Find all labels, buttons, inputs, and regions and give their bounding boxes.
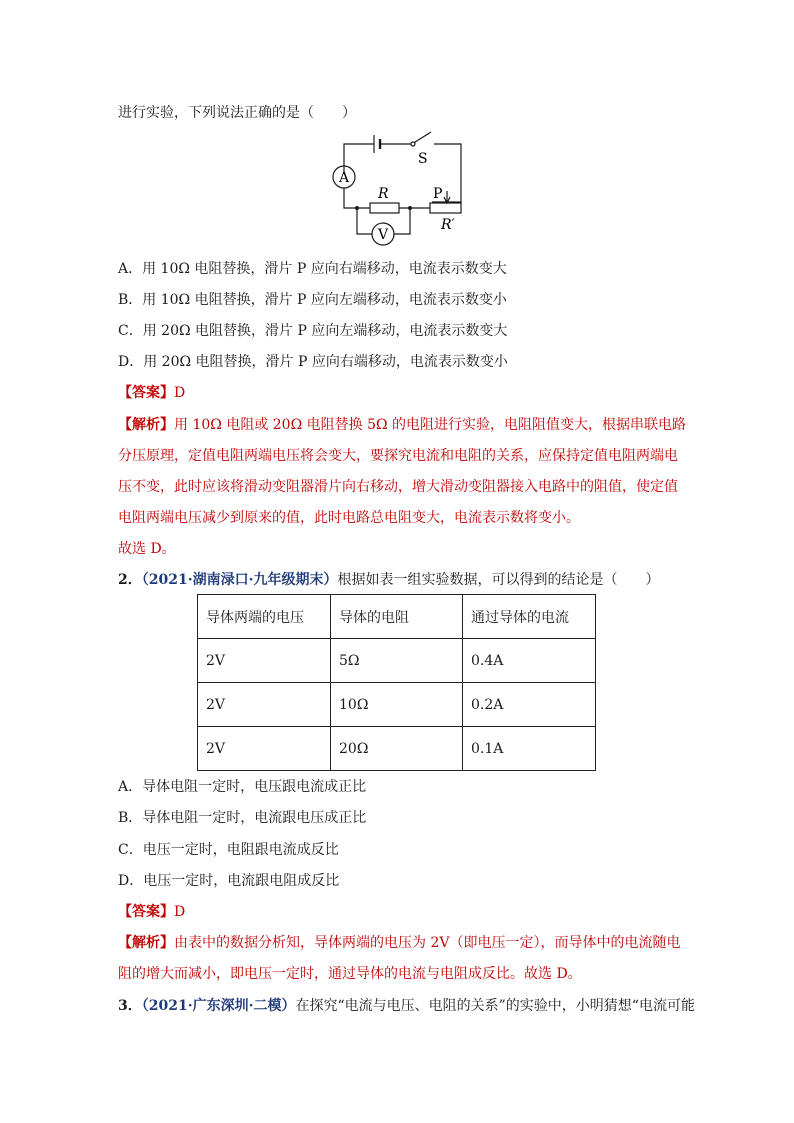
q1-analysis-line: 电阻两端电压减少到原来的值，此时电路总电阻变大，电流表示数将变小。 [118,510,580,526]
q2-analysis-line: 阻的增大而减小，即电压一定时，通过导体的电流与电阻成反比。故选 D。 [118,966,582,982]
question-text: 在探究“电流与电压、电阻的关系”的实验中，小明猜想“电流可能 [295,998,695,1014]
table-row [198,639,596,683]
q1-analysis-line: 压不变，此时应该将滑动变阻器滑片向右移动，增大滑动变阻器接入电路中的阻值，使定值 [118,479,678,495]
question-number: 3． [118,998,142,1014]
table-cell: 0.4A [463,639,596,683]
q1-conclusion: 故选 D。 [118,541,176,557]
question-number: 2． [118,572,142,588]
rheostat-label: R′ [441,217,455,233]
q1-option-c: C．用 20Ω 电阻替换，滑片 P 应向左端移动，电流表示数变大 [118,323,508,339]
table-cell: 20Ω [331,727,463,771]
slider-label: P [433,186,443,202]
ammeter-label: A [338,170,350,186]
table-cell: 2V [198,639,331,683]
analysis-label: 【解析】 [118,417,174,433]
q3-stem [118,996,695,1016]
circuit-diagram [320,128,470,250]
q2-option-d: D．电压一定时，电流跟电阻成反比 [118,873,340,889]
table-cell: 2V [198,727,331,771]
table-header: 导体两端的电压 [198,595,331,639]
q2-option-b: B．导体电阻一定时，电流跟电压成正比 [118,810,367,826]
resistor-label: R [378,186,389,202]
table-cell: 10Ω [331,683,463,727]
table-header: 通过导体的电流 [463,595,596,639]
q1-analysis-line: 分压原理，定值电阻两端电压将会变大，要探究电流和电阻的关系，应保持定值电阻两端电 [118,448,678,464]
q1-analysis-line [118,415,686,435]
answer-label: 【答案】 [118,385,174,401]
question-source: （2021·广东深圳·二模） [141,998,296,1014]
q1-answer [118,383,185,403]
table-cell: 5Ω [331,639,463,683]
answer-label: 【答案】 [118,904,174,920]
q2-option-a: A．导体电阻一定时，电压跟电流成正比 [118,779,367,795]
q1-option-a: A．用 10Ω 电阻替换，滑片 P 应向右端移动，电流表示数变大 [118,261,507,277]
answer-value: D [174,385,186,401]
analysis-label: 【解析】 [118,935,174,951]
question-text: 根据如表一组实验数据，可以得到的结论是（ ） [337,572,660,588]
table-row [198,727,596,771]
analysis-text: 用 10Ω 电阻或 20Ω 电阻替换 5Ω 的电阻进行实验，电阻阻值变大，根据串联电路 [174,417,687,433]
q1-stem-tail: 进行实验，下列说法正确的是（ ） [118,105,356,121]
table-row [198,683,596,727]
answer-value: D [174,904,186,920]
q2-analysis-line [118,933,680,953]
data-table [197,594,596,771]
q2-option-c: C．电压一定时，电阻跟电流成反比 [118,842,339,858]
table-header: 导体的电阻 [331,595,463,639]
analysis-text: 由表中的数据分析知，导体两端的电压为 2V（即电压一定），而导体中的电流随电 [174,935,681,951]
table-cell: 2V [198,683,331,727]
table-cell: 0.2A [463,683,596,727]
question-source: （2021·湖南渌口·九年级期末） [141,572,338,588]
q1-option-d: D．用 20Ω 电阻替换，滑片 P 应向右端移动，电流表示数变小 [118,354,508,370]
table-cell: 0.1A [463,727,596,771]
q2-answer [118,902,185,922]
q2-stem [118,570,659,590]
voltmeter-label: V [377,227,389,243]
q1-option-b: B．用 10Ω 电阻替换，滑片 P 应向左端移动，电流表示数变小 [118,292,507,308]
table-header-row [198,595,596,639]
switch-label: S [418,151,428,167]
